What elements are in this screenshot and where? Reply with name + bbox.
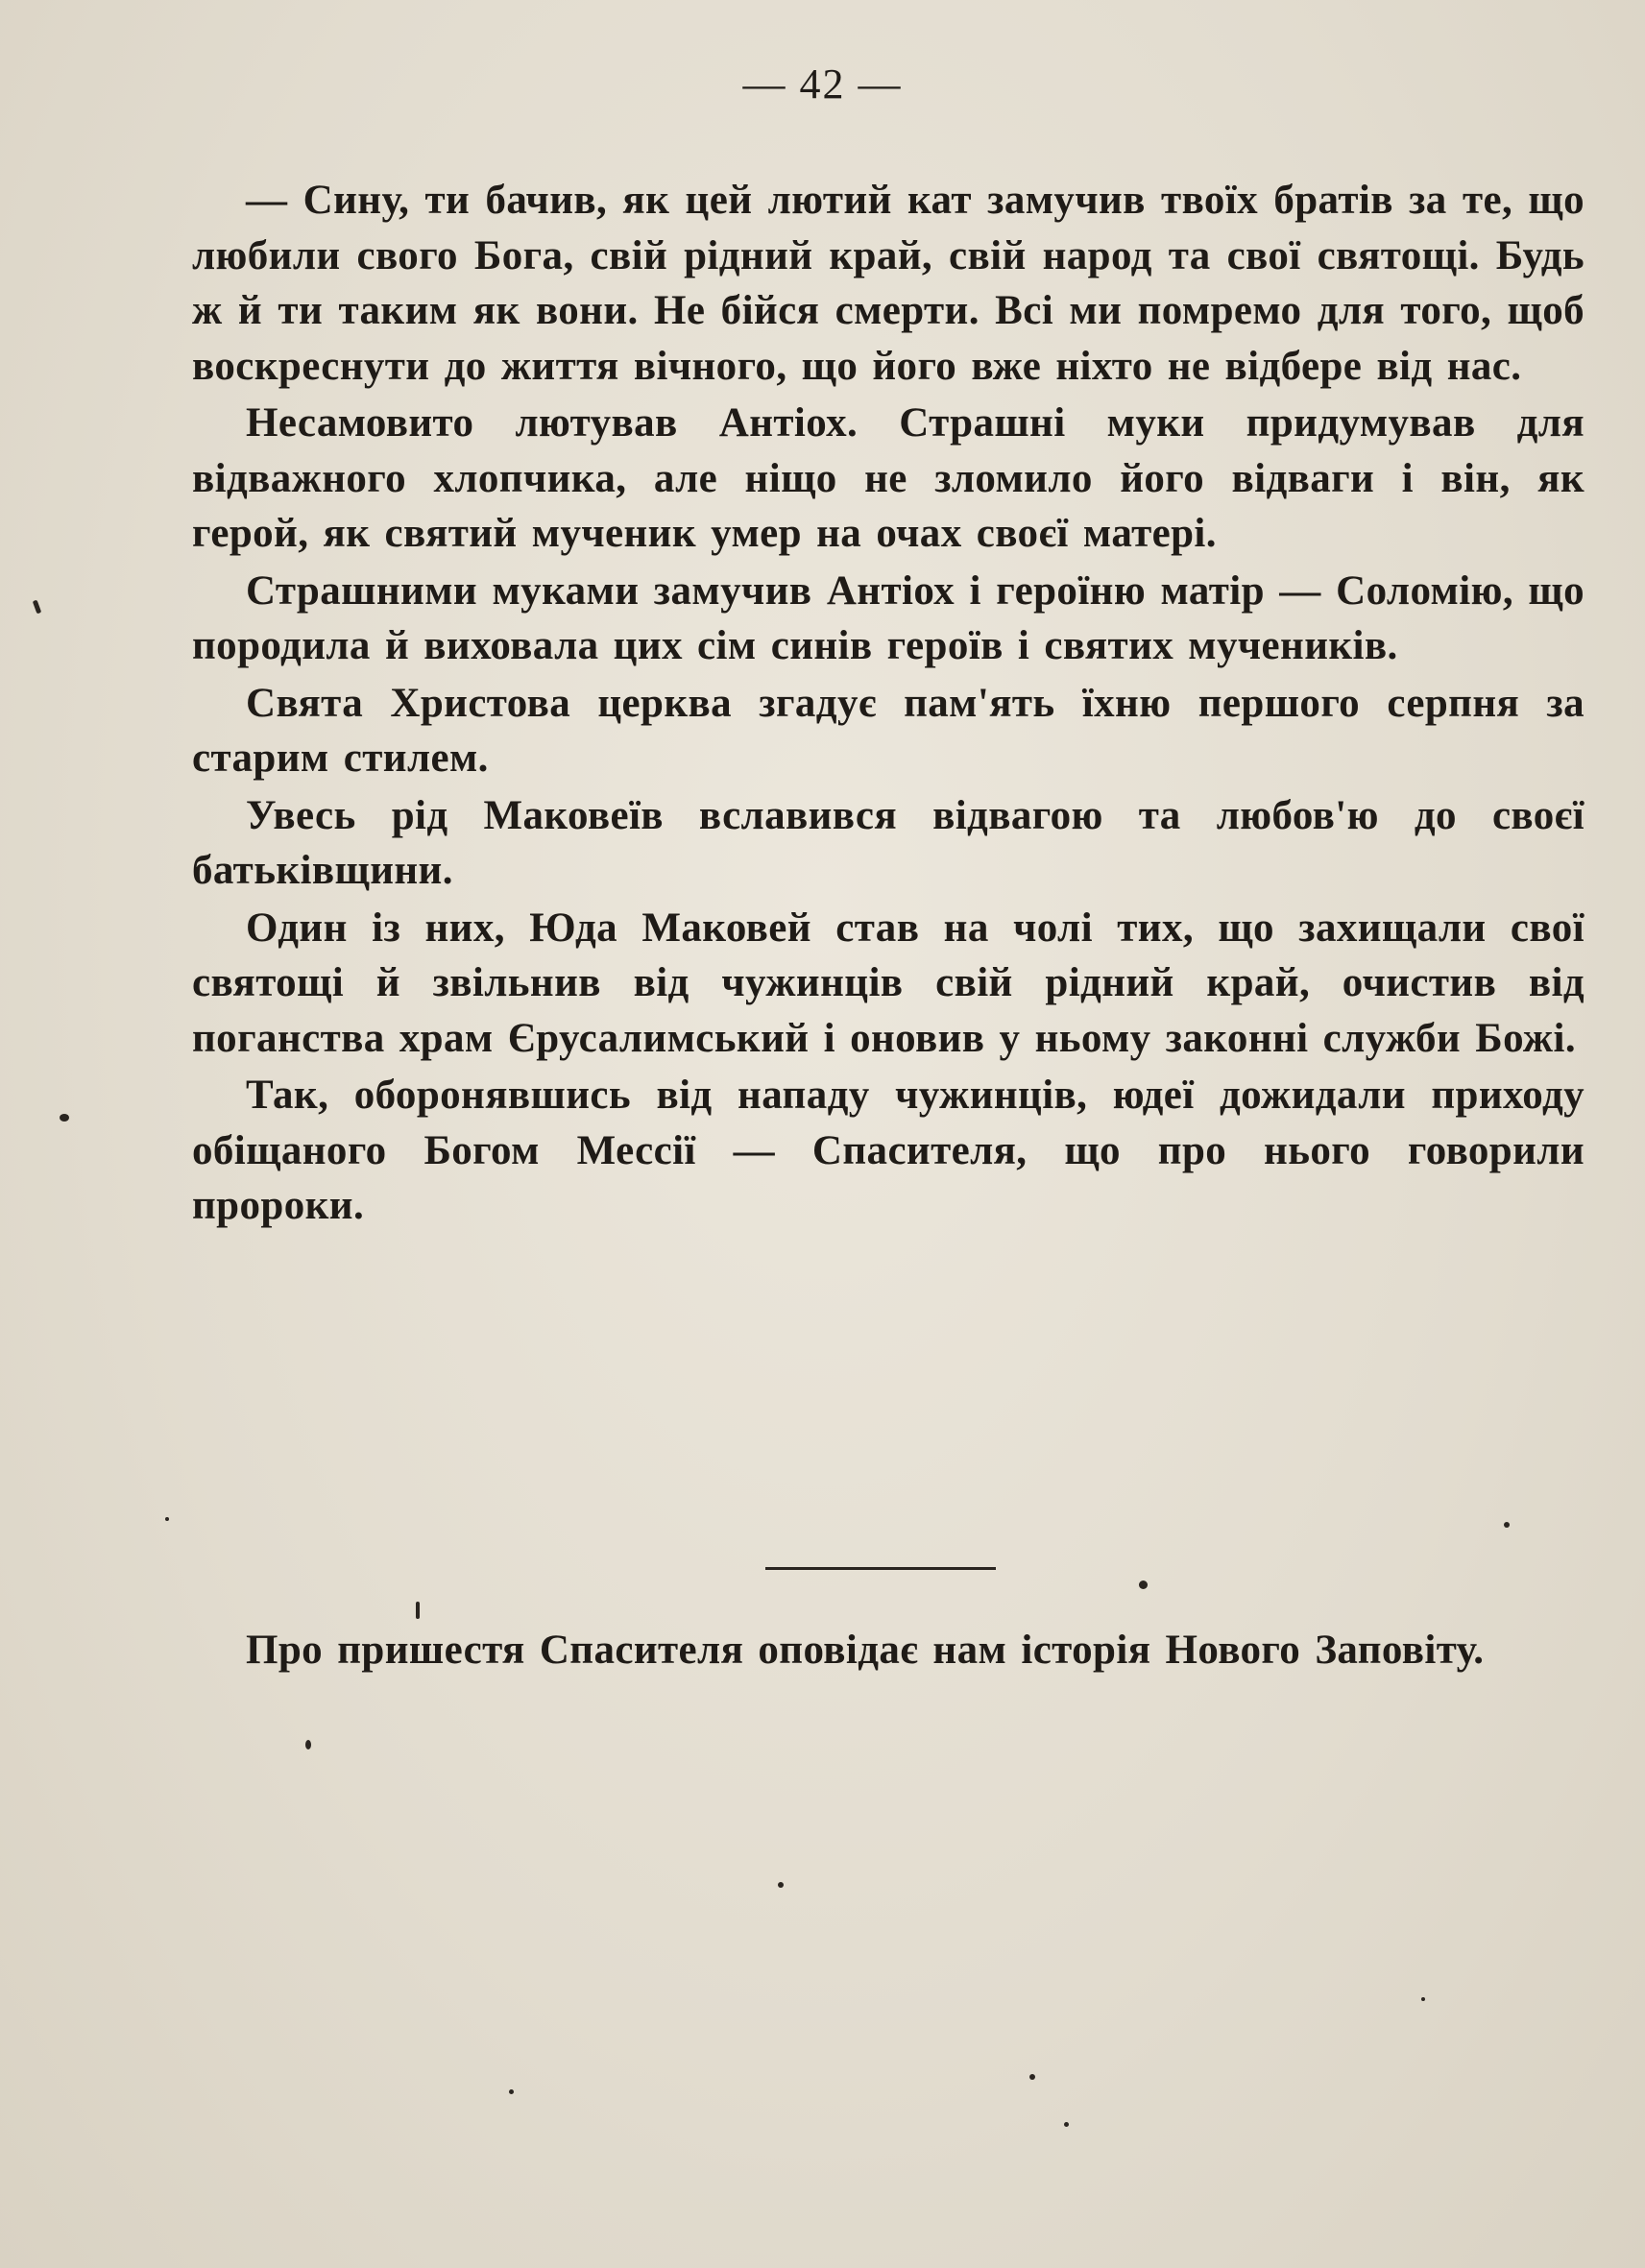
- paragraph: Один із них, Юда Маковей став на чолі тих, що захищали свої святощі й звільнив від чужинців свій рідний край, очистив від поганства храм Єрусалимський і оновив у ньому законні служби Божі.: [192, 905, 1585, 1061]
- paper-speck: [60, 1114, 69, 1122]
- paragraph: Так, оборонявшись від нападу чужинців, юдеї дожидали приходу обіщаного Богом Мессії — Спасителя, що про нього говорили пророки.: [192, 1073, 1585, 1228]
- paper-speck: [1064, 2122, 1069, 2127]
- closing-text: [192, 1623, 1585, 1678]
- main-text: [192, 173, 1585, 1234]
- section-divider: [765, 1567, 996, 1570]
- paper-speck: [1504, 1522, 1510, 1528]
- paper-speck: [33, 600, 41, 615]
- paper-speck: [509, 2089, 514, 2094]
- paper-speck: [305, 1740, 311, 1749]
- paragraph: Свята Христова церква згадує пам'ять їхню першого серпня за старим стилем.: [192, 680, 1585, 781]
- closing-paragraph: Про пришестя Спасителя оповідає нам історія Нового Заповіту.: [246, 1628, 1485, 1673]
- paragraph: Увесь рід Маковеїв вславився відвагою та любов'ю до своєї батьківщини.: [192, 792, 1585, 893]
- paper-speck: [416, 1602, 420, 1619]
- paper-speck: [1139, 1580, 1148, 1589]
- paper-speck: [778, 1882, 784, 1888]
- paper-speck: [1029, 2074, 1035, 2080]
- paper-speck: [165, 1517, 169, 1521]
- paragraph: — Сину, ти бачив, як цей лютий кат замучив твоїх братів за те, що любили свого Бога, свій рідний край, свій народ та свої святощі. Будь ж й ти таким як вони. Не бійся смерти. Всі ми помремо для того, щоб воскреснути до життя вічного, що його вже ніхто не відбере від нас.: [192, 178, 1585, 389]
- page-number: — 42 —: [742, 60, 903, 108]
- paragraph: Несамовито лютував Антіох. Страшні муки придумував для відважного хлопчика, але ніщо не зломило його відваги і він, як герой, як святий мученик умер на очах своєї матері.: [192, 400, 1585, 556]
- paper-speck: [1421, 1997, 1425, 2001]
- paragraph: Страшними муками замучив Антіох і героїню матір — Соломію, що породила й виховала цих сім синів героїв і святих мучеників.: [192, 567, 1585, 668]
